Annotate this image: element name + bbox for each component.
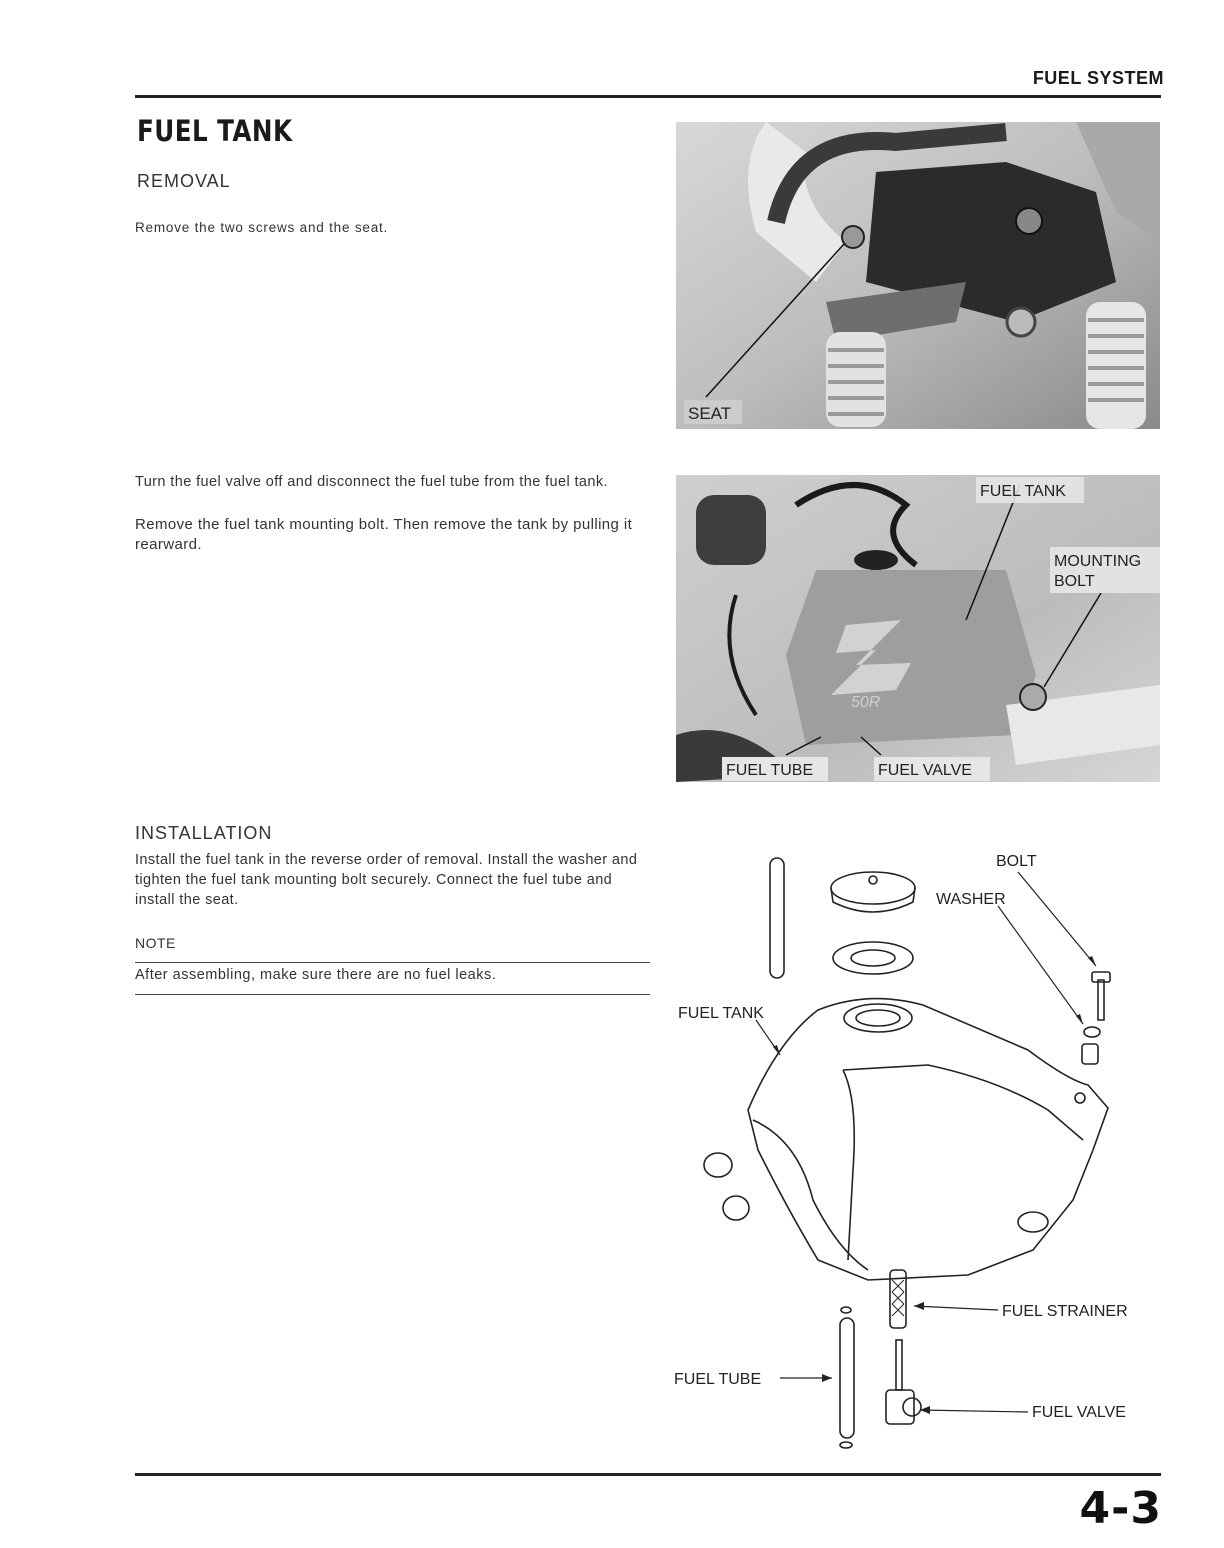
diagram-fuel-tube-label: FUEL TUBE [674, 1371, 762, 1388]
removal-step-1: Remove the two screws and the seat. [135, 220, 389, 235]
tank-decal: 50R [851, 694, 881, 711]
removal-step-2a: Turn the fuel valve off and disconnect the fuel tube from the fuel tank. [135, 474, 608, 490]
top-divider [135, 95, 1161, 98]
bottom-divider [135, 1473, 1161, 1476]
fuel-tank-photo [676, 475, 1160, 782]
diagram-fuel-tank-label: FUEL TANK [678, 1005, 764, 1022]
note-text: After assembling, make sure there are no fuel leaks. [135, 967, 497, 983]
removal-step-2b: Remove the fuel tank mounting bolt. Then remove the tank by pulling it rearward. [135, 516, 633, 553]
diagram-bolt-label: BOLT [996, 853, 1037, 870]
fuel-tank-exploded-diagram [668, 840, 1168, 1460]
section-header: FUEL SYSTEM [1032, 68, 1164, 88]
photo-fuel-tank-label: FUEL TANK [980, 483, 1066, 500]
note-bottom-rule [135, 994, 650, 995]
photo-fuel-valve-label: FUEL VALVE [878, 762, 972, 779]
diagram-fuel-strainer-label: FUEL STRAINER [1002, 1303, 1128, 1320]
seat-removal-photo [676, 122, 1160, 429]
photo-bolt-label: BOLT [1054, 573, 1095, 590]
seat-label: SEAT [688, 404, 732, 423]
photo-mounting-label: MOUNTING [1054, 553, 1142, 570]
page-title: FUEL TANK [137, 114, 293, 148]
note-label: NOTE [135, 935, 176, 951]
diagram-fuel-valve-label: FUEL VALVE [1032, 1404, 1126, 1421]
photo-fuel-tube-label: FUEL TUBE [726, 762, 814, 779]
installation-text: Install the fuel tank in the reverse order of removal. Install the washer and tighten the fuel tank mounting bolt securely. Connect the fuel tube and install the seat. [135, 852, 638, 908]
diagram-washer-label: WASHER [936, 891, 1006, 908]
page-number: 4-3 [1079, 1483, 1162, 1534]
note-top-rule [135, 962, 650, 963]
removal-heading: REMOVAL [137, 171, 231, 191]
installation-heading: INSTALLATION [135, 823, 273, 843]
